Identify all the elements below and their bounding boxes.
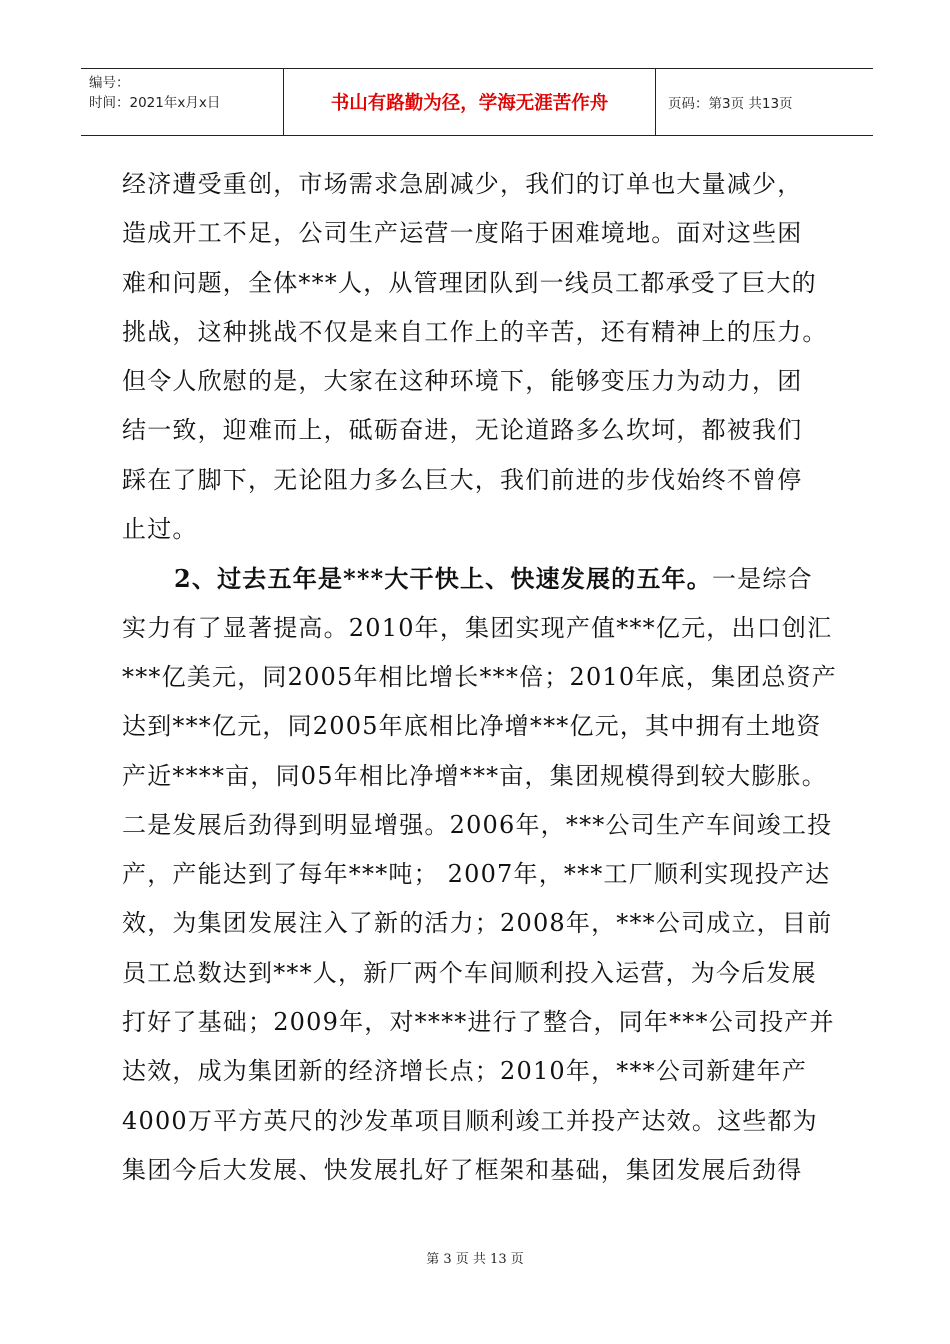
text-line: 难和问题，全体***人，从管理团队到一线员工都承受了巨大的: [122, 268, 817, 297]
text-line: 止过。: [122, 515, 198, 544]
text-line: 4000万平方英尺的沙发革项目顺利竣工并投产达效。这些都为: [122, 1106, 818, 1135]
text-line: 实力有了显著提高。2010年，集团实现产值***亿元，出口创汇: [122, 613, 833, 642]
section-heading: 2、过去五年是***大干快上、快速发展的五年。: [174, 564, 712, 594]
text-line: 造成开工不足，公司生产运营一度陷于困难境地。面对这些困: [122, 219, 803, 248]
header-page-info: 页码：第3页 共13页: [668, 96, 793, 112]
text-line: 产，产能达到了每年***吨； 2007年，***工厂顺利实现投产达: [122, 860, 831, 889]
text-line: 但令人欣慰的是，大家在这种环境下，能够变压力为动力，团: [122, 367, 803, 396]
text-line: 打好了基础；2009年，对****进行了整合，同年***公司投产并: [122, 1008, 835, 1037]
text-line: 员工总数达到***人，新厂两个车间顺利投入运营，为今后发展: [122, 958, 817, 987]
text-line: 产近****亩，同05年相比净增***亩，集团规模得到较大膨胀。: [122, 761, 827, 790]
number-label: 编号：: [89, 75, 130, 91]
text-line: ***亿美元，同2005年相比增长***倍；2010年底，集团总资产: [122, 662, 837, 691]
text-line: 达效，成为集团新的经济增长点；2010年，***公司新建年产: [122, 1057, 808, 1086]
header-meta: [81, 69, 284, 135]
text-line: 效，为集团发展注入了新的活力；2008年，***公司成立，目前: [122, 909, 833, 938]
heading-line-rest: 一是综合: [711, 565, 813, 594]
header-motto: 书山有路勤为径，学海无涯苦作舟: [284, 69, 656, 135]
text-line: 挑战，这种挑战不仅是来自工作上的辛苦，还有精神上的压力。: [122, 317, 828, 346]
page-header: [81, 68, 873, 136]
text-line: 经济遭受重创，市场需求急剧减少，我们的订单也大量减少，: [122, 170, 803, 198]
text-line: 集团今后大发展、快发展扎好了框架和基础，集团发展后劲得: [122, 1155, 803, 1184]
paragraph-heading-line: [122, 554, 840, 603]
page-footer: 第 3 页 共 13 页: [426, 1252, 524, 1267]
text-line: 踩在了脚下，无论阻力多么巨大，我们前进的步伐始终不曾停: [122, 465, 803, 494]
document-body: [122, 160, 840, 1195]
text-line: 二是发展后劲得到明显增强。2006年，***公司生产车间竣工投: [122, 810, 833, 839]
text-line: 达到***亿元，同2005年底相比净增***亿元，其中拥有土地资: [122, 712, 822, 741]
time-label: 时间：2021年x月x日: [89, 95, 221, 111]
text-line: 结一致，迎难而上，砥砺奋进，无论道路多么坎坷，都被我们: [122, 416, 803, 445]
